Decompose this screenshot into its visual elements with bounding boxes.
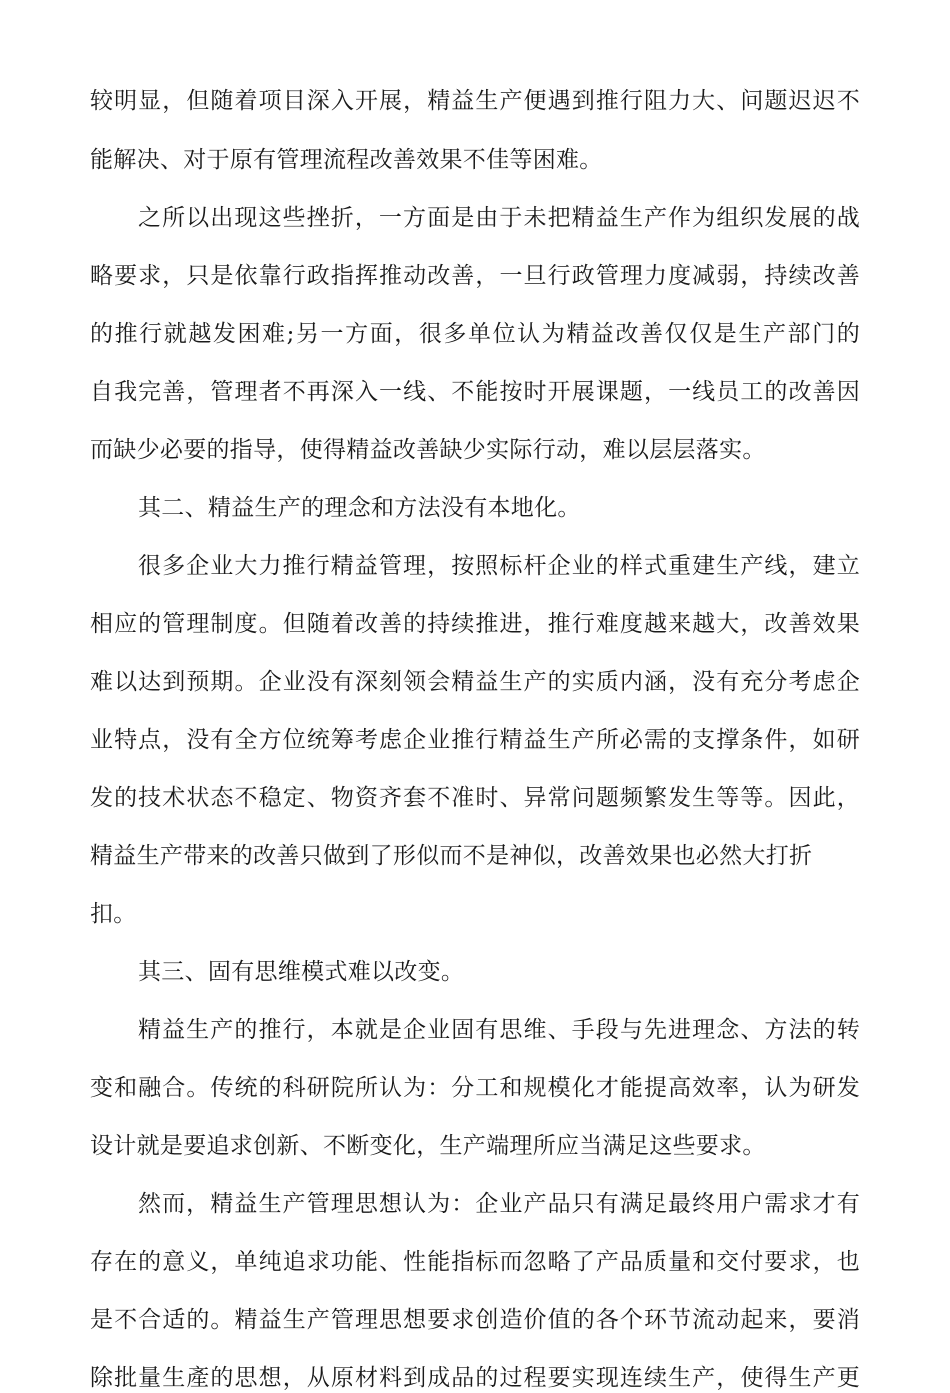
text-line: 是不合适的。精益生产管理思想要求创造价值的各个环节流动起来，要消 (90, 1307, 860, 1333)
text-line: 设计就是要追求创新、不断变化，生产端理所应当满足这些要求。 (90, 1133, 766, 1159)
text-line: 相应的管理制度。但随着改善的持续推进，推行难度越来越大，改善效果 (90, 611, 860, 637)
text-line: 而缺少必要的指导，使得精益改善缺少实际行动，难以层层落实。 (90, 437, 766, 463)
text-line: 扣。 (90, 901, 137, 927)
section-heading-line: 其三、固有思维模式难以改变。 (138, 959, 465, 985)
text-line: 略要求，只是依靠行政指挥推动改善，一旦行政管理力度减弱，持续改善 (90, 263, 860, 289)
text-line: 业特点，没有全方位统筹考虑企业推行精益生产所必需的支撑条件，如研 (90, 727, 860, 753)
paragraph-start-line: 之所以出现这些挫折，一方面是由于未把精益生产作为组织发展的战 (138, 205, 860, 231)
text-line: 较明显，但随着项目深入开展，精益生产便遇到推行阻力大、问题迟迟不 (90, 88, 860, 114)
paragraph-start-line: 精益生产的推行，本就是企业固有思维、手段与先进理念、方法的转 (138, 1017, 860, 1043)
text-line: 难以达到预期。企业没有深刻领会精益生产的实质内涵，没有充分考虑企 (90, 669, 860, 695)
text-line: 自我完善，管理者不再深入一线、不能按时开展课题，一线员工的改善因 (90, 379, 860, 405)
text-line: 能解决、对于原有管理流程改善效果不佳等困难。 (90, 147, 603, 173)
text-line: 发的技术状态不稳定、物资齐套不准时、异常问题频繁发生等等。因此， (90, 785, 860, 811)
text-line: 除批量生產的思想，从原材料到成品的过程要实现连续生产，使得生产更 (90, 1365, 860, 1391)
text-line: 精益生产带来的改善只做到了形似而不是神似，改善效果也必然大打折 (90, 843, 813, 869)
paragraph-start-line: 然而，精益生产管理思想认为：企业产品只有满足最终用户需求才有 (138, 1191, 860, 1217)
text-line: 的推行就越发困难;另一方面，很多单位认为精益改善仅仅是生产部门的 (90, 321, 860, 347)
section-heading-line: 其二、精益生产的理念和方法没有本地化。 (138, 495, 581, 521)
text-line: 存在的意义，单纯追求功能、性能指标而忽略了产品质量和交付要求，也 (90, 1249, 860, 1275)
text-line: 变和融合。传统的科研院所认为：分工和规模化才能提高效率，认为研发 (90, 1075, 860, 1101)
paragraph-start-line: 很多企业大力推行精益管理，按照标杆企业的样式重建生产线，建立 (138, 553, 860, 579)
